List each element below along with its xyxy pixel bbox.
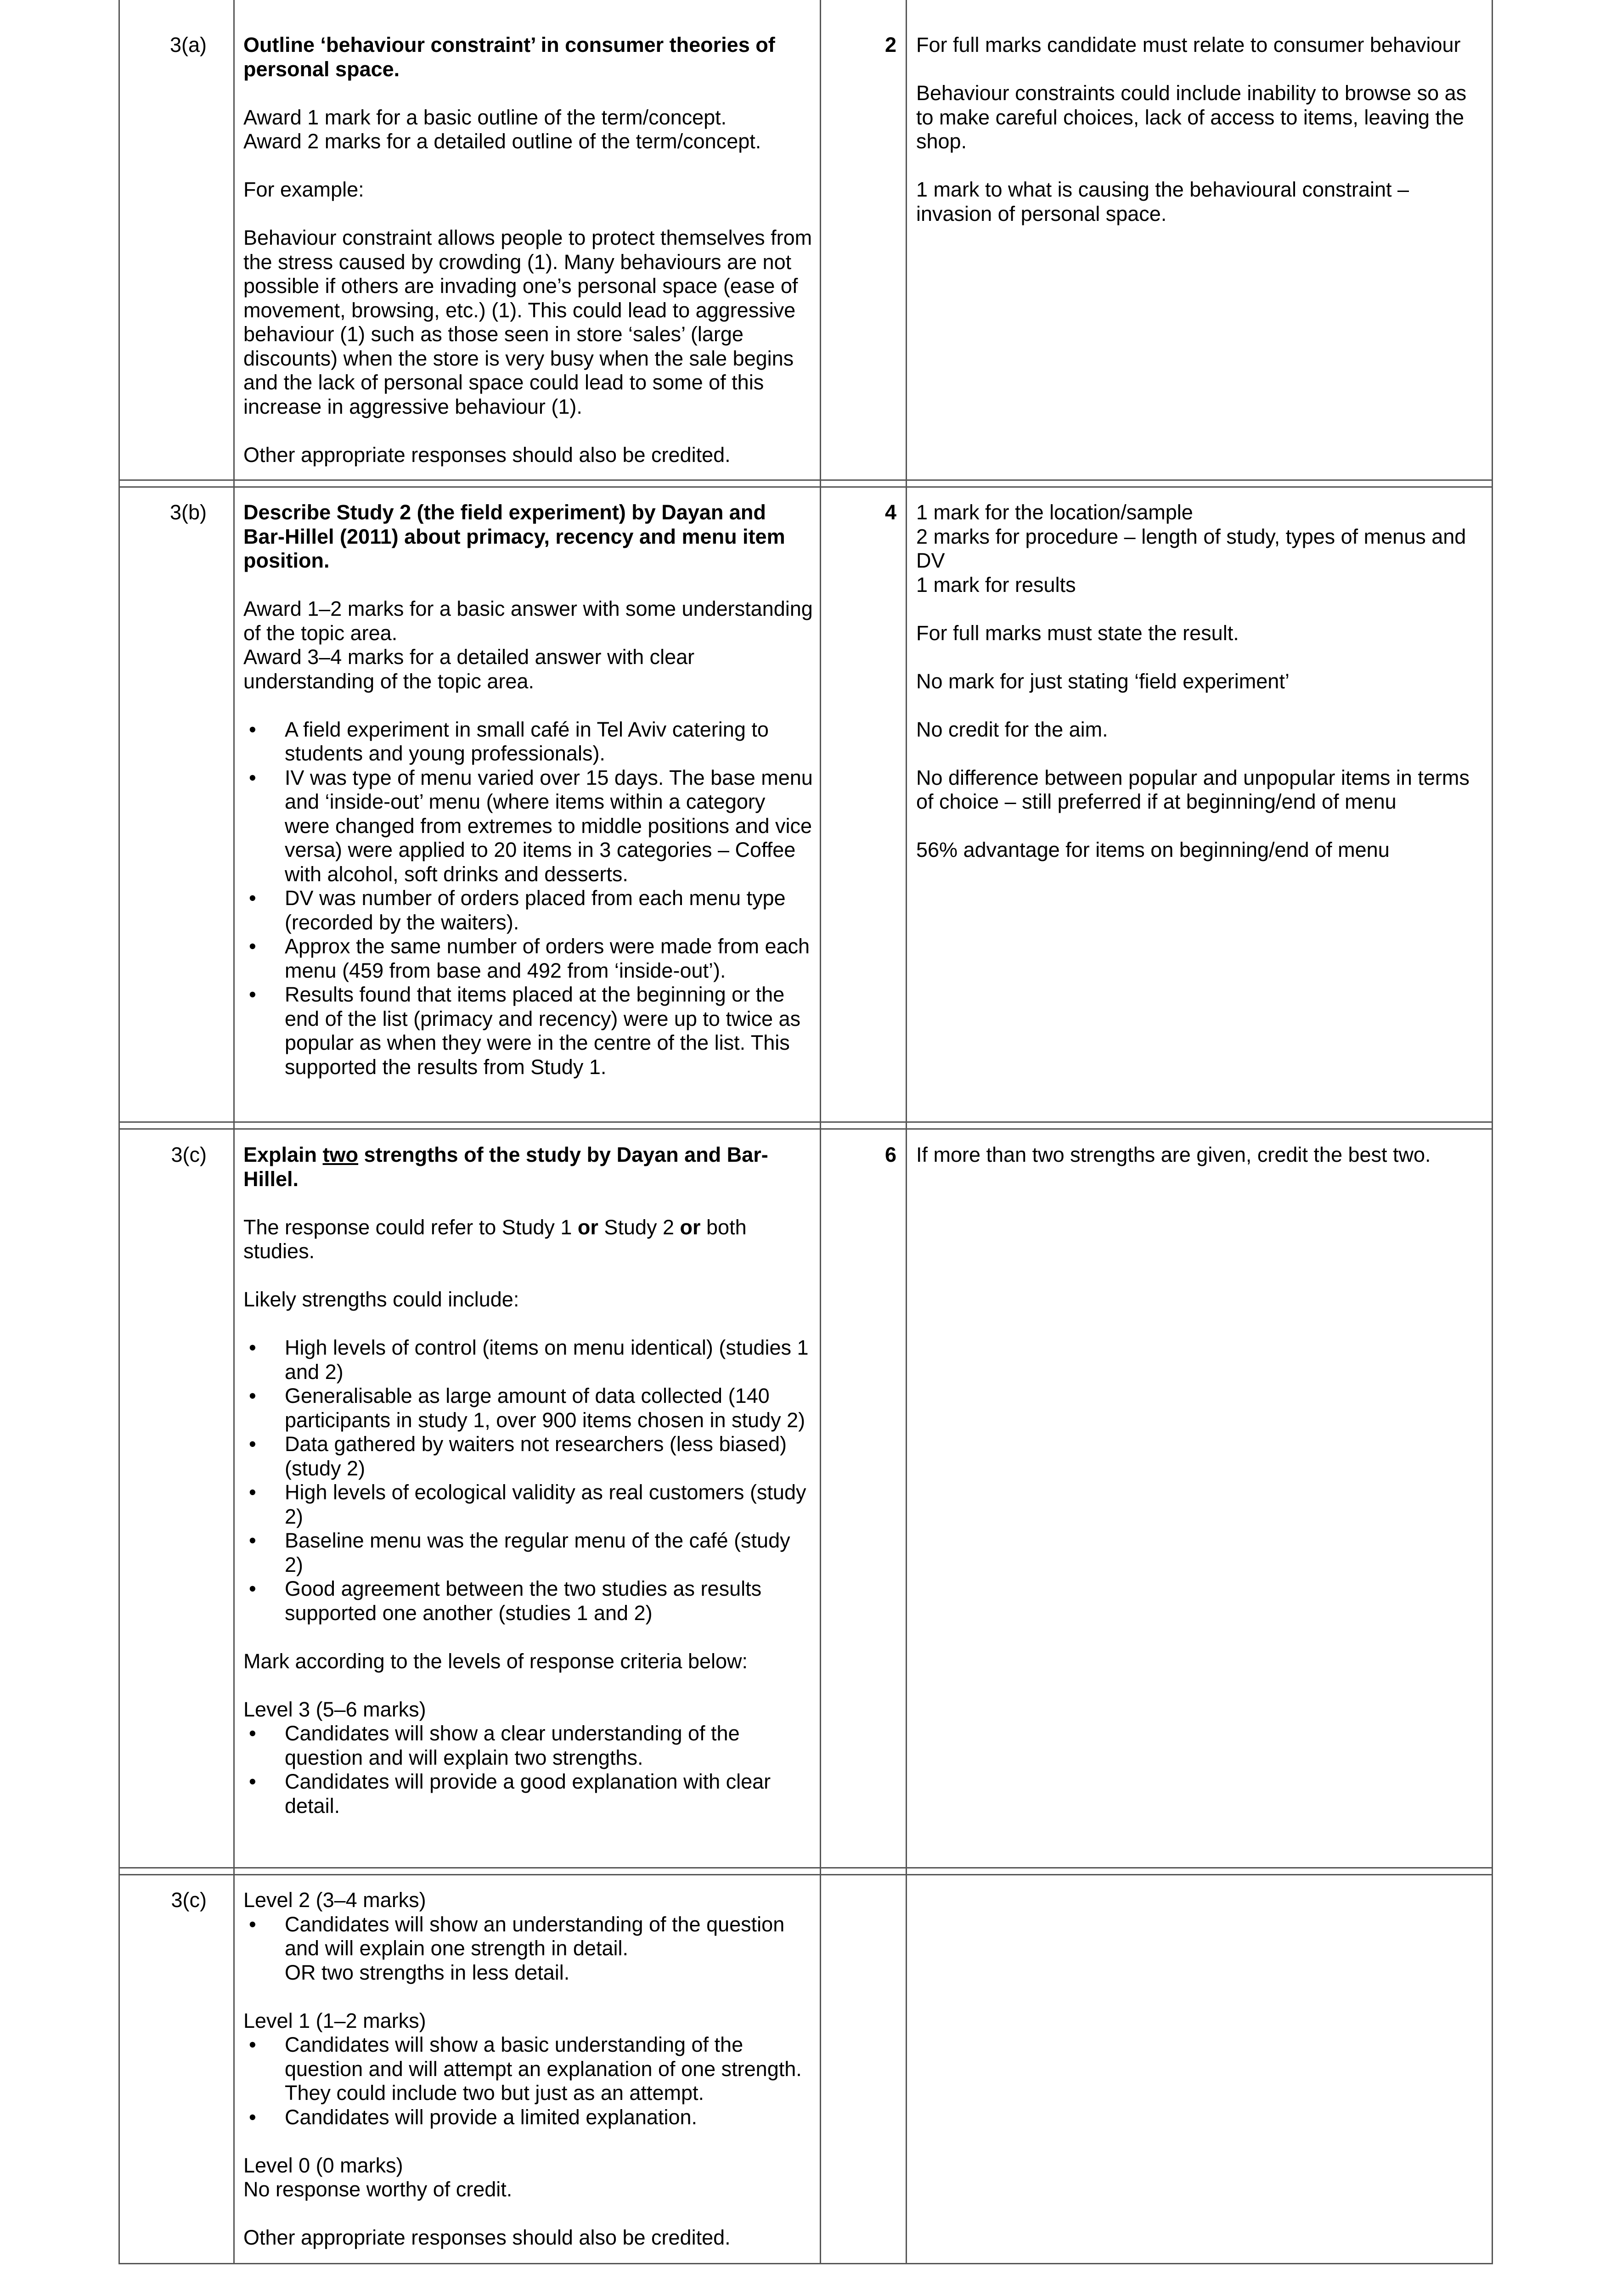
list-item: • Good agreement between the two studies as results supported one another (studies 1 and 2) — [243, 1577, 813, 1625]
list-item: • Candidates will provide a good explanation with clear detail. — [243, 1770, 813, 1818]
level-bullet-list — [243, 2033, 813, 2129]
refer-or: or — [577, 1215, 598, 1239]
refer-text-part: both studies. — [243, 1215, 747, 1263]
strengths-bullet-list — [243, 1336, 813, 1625]
list-item-text: OR two strengths in less detail. — [285, 1960, 570, 1984]
guidance-text: No mark for just stating ‘field experiment’ — [916, 669, 1290, 693]
guidance-cell — [916, 33, 1486, 226]
list-item: • Candidates will provide a limited explanation. — [243, 2105, 813, 2130]
list-item: • Candidates will show a clear understanding of the question and will explain two strengths. — [243, 1722, 813, 1770]
refer-text-part: The response could refer to Study 1 — [243, 1215, 578, 1239]
example-label: For example: — [243, 178, 364, 201]
level-heading: Level 3 (5–6 marks) — [243, 1697, 426, 1721]
likely-strengths-label: Likely strengths could include: — [243, 1288, 519, 1311]
list-item: • DV was number of orders placed from each menu type (recorded by the waiters). — [243, 886, 813, 934]
guidance-cell — [916, 1143, 1486, 1167]
award-text: Award 1 mark for a basic outline of the term/concept. — [243, 105, 727, 129]
award-text: Award 3–4 marks for a detailed answer with clear understanding of the topic area. — [243, 645, 695, 693]
guidance-text: No difference between popular and unpopular items in terms of choice – still preferred if at beginning/end of menu — [916, 765, 1470, 813]
level-bullet-list — [243, 1722, 813, 1818]
guidance-text: For full marks candidate must relate to consumer behaviour — [916, 33, 1461, 56]
list-item-text: Candidates will show an understanding of the question and will explain one strength in detail. — [285, 1912, 785, 1960]
award-text: Award 1–2 marks for a basic answer with some understanding of the topic area. — [243, 597, 813, 645]
question-text: Outline ‘behaviour constraint’ in consumer theories of personal space. — [243, 33, 775, 81]
list-item: • Baseline menu was the regular menu of the café (study 2) — [243, 1529, 813, 1577]
question-text-part: Explain — [243, 1143, 323, 1166]
other-responses-note: Other appropriate responses should also be credited. — [243, 443, 731, 467]
guidance-cell — [916, 501, 1486, 862]
award-text: Award 2 marks for a detailed outline of the term/concept. — [243, 129, 761, 153]
example-text: Behaviour constraint allows people to protect themselves from the stress caused by crowding (1). Many behaviours are not possible if others are invading one’s personal space (ease of movement, browsing, etc.) (1). This could lead to aggressive behaviour (1) such as those seen in store ‘sales’ (large discounts) when the store is very busy when the sale begins and the lack of personal space could lead to some of this increase in aggressive behaviour (1). — [243, 226, 812, 418]
guidance-text: 1 mark for results — [916, 573, 1076, 597]
list-item: • Approx the same number of orders were made from each menu (459 from base and 492 from ‘inside-out’). — [243, 934, 813, 983]
answer-cell — [243, 33, 813, 467]
table-border-left — [118, 0, 120, 2264]
answer-bullet-list — [243, 718, 813, 1080]
level-heading: Level 2 (3–4 marks) — [243, 1888, 426, 1912]
question-number: 3(a) — [169, 33, 207, 56]
question-text: Describe Study 2 (the field experiment) by Dayan and Bar-Hillel (2011) about primacy, recency and menu item position. — [243, 501, 785, 572]
row-divider — [118, 1121, 1493, 1123]
row-divider — [118, 1874, 1493, 1875]
guidance-text: For full marks must state the result. — [916, 621, 1239, 645]
guidance-text: No credit for the aim. — [916, 717, 1108, 741]
answer-cell — [243, 1888, 813, 2250]
row-divider — [118, 1128, 1493, 1130]
list-item: • Candidates will show a basic understanding of the question and will attempt an explanation of one strength. They could include two but just as an attempt. — [243, 2033, 813, 2105]
list-item: • Generalisable as large amount of data collected (140 participants in study 1, over 900 items chosen in study 2) — [243, 1384, 813, 1432]
marks-value: 2 — [884, 33, 896, 56]
question-number: 3(b) — [169, 501, 207, 524]
answer-cell — [243, 1143, 813, 1818]
question-text-part: strengths of the study by Dayan and Bar-Hillel. — [243, 1143, 768, 1191]
list-item: • A field experiment in small café in Tel Aviv catering to students and young professionals). — [243, 718, 813, 766]
refer-text-part: Study 2 — [598, 1215, 680, 1239]
question-number: 3(c) — [171, 1888, 207, 1912]
guidance-text: 2 marks for procedure – length of study, types of menus and DV — [916, 524, 1466, 572]
refer-or: or — [680, 1215, 701, 1239]
table-border-bottom — [118, 2263, 1493, 2264]
answer-cell — [243, 501, 813, 1079]
list-item: • Data gathered by waiters not researchers (less biased) (study 2) — [243, 1432, 813, 1480]
level-bullet-list — [243, 1913, 813, 1985]
marks-value: 4 — [884, 501, 896, 524]
list-item: • IV was type of menu varied over 15 days. The base menu and ‘inside-out’ menu (where items within a category were changed from extremes to middle positions and vice versa) were applied to 20 items in 3 categories – Coffee with alcohol, soft drinks and desserts. — [243, 766, 813, 887]
guidance-text: Behaviour constraints could include inability to browse so as to make careful choices, lack of access to items, leaving the shop. — [916, 81, 1467, 153]
guidance-text: 1 mark to what is causing the behavioural constraint – invasion of personal space. — [916, 178, 1409, 225]
other-responses-note: Other appropriate responses should also be credited. — [243, 2226, 731, 2249]
question-number: 3(c) — [171, 1143, 207, 1166]
list-item: • High levels of ecological validity as real customers (study 2) — [243, 1480, 813, 1529]
guidance-text: 56% advantage for items on beginning/end of menu — [916, 838, 1390, 861]
row-divider — [118, 1867, 1493, 1868]
list-item: • Results found that items placed at the beginning or the end of the list (primacy and recency) were up to twice as popular as when they were in the centre of the list. This supported the results from Study 1. — [243, 983, 813, 1079]
list-item: • High levels of control (items on menu identical) (studies 1 and 2) — [243, 1336, 813, 1384]
level-heading: Level 0 (0 marks) — [243, 2153, 403, 2177]
row-divider — [118, 486, 1493, 488]
column-divider — [906, 0, 907, 2264]
question-text — [243, 1143, 813, 1191]
refer-text — [243, 1216, 813, 1264]
guidance-text: 1 mark for the location/sample — [916, 501, 1193, 524]
column-divider — [233, 0, 235, 2264]
table-border-right — [1492, 0, 1493, 2264]
level-text: No response worthy of credit. — [243, 2178, 513, 2201]
mark-according-text: Mark according to the levels of response criteria below: — [243, 1649, 748, 1673]
guidance-text: If more than two strengths are given, credit the best two. — [916, 1143, 1431, 1166]
question-emphasis: two — [322, 1143, 359, 1166]
list-item — [243, 1913, 813, 1985]
marks-value: 6 — [884, 1143, 896, 1166]
row-divider — [118, 479, 1493, 481]
column-divider — [820, 0, 821, 2264]
level-heading: Level 1 (1–2 marks) — [243, 2009, 426, 2032]
